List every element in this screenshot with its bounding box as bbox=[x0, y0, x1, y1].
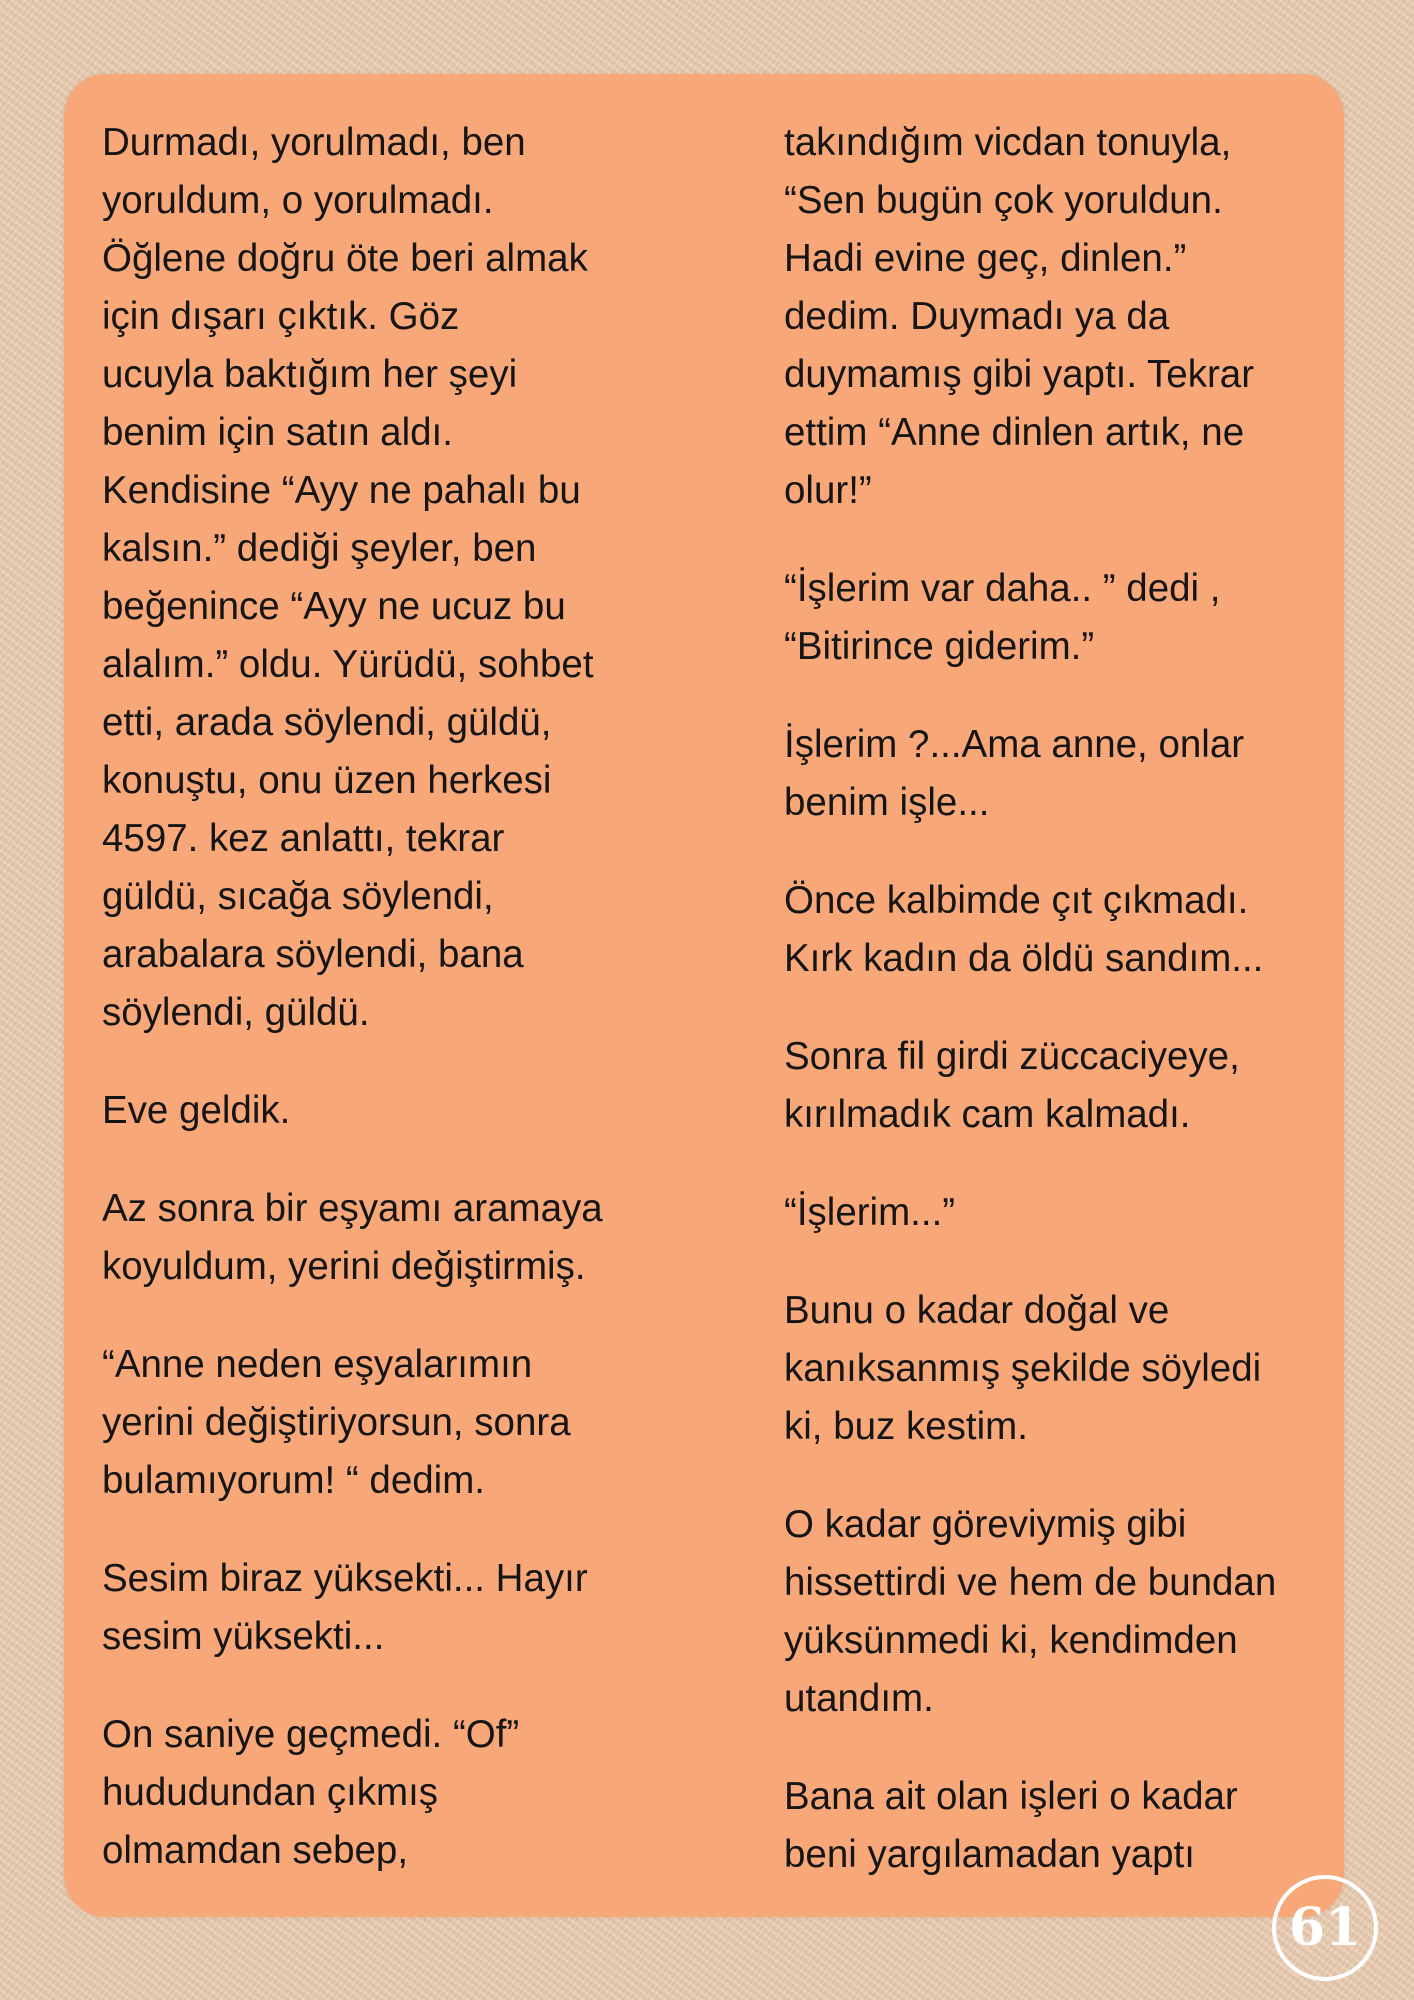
text-card bbox=[64, 74, 1344, 1917]
text-line: benim işle... bbox=[784, 781, 990, 824]
paragraph bbox=[784, 716, 1324, 832]
text-line: hududundan çıkmış bbox=[102, 1771, 439, 1814]
text-line: benim için satın aldı. bbox=[102, 411, 453, 454]
text-line: etti, arada söylendi, güldü, bbox=[102, 701, 552, 744]
paragraph bbox=[784, 1496, 1324, 1728]
text-line: Durmadı, yorulmadı, ben bbox=[102, 121, 526, 164]
text-line: “İşlerim...” bbox=[784, 1191, 956, 1234]
text-line: güldü, sıcağa söylendi, bbox=[102, 875, 494, 918]
paragraph bbox=[784, 114, 1324, 520]
text-line: ucuyla baktığım her şeyi bbox=[102, 353, 518, 396]
text-line: “Sen bugün çok yoruldun. bbox=[784, 179, 1223, 222]
text-line: arabalara söylendi, bana bbox=[102, 933, 524, 976]
text-line: Kırk kadın da öldü sandım... bbox=[784, 937, 1264, 980]
text-line: Az sonra bir eşyamı aramaya bbox=[102, 1187, 603, 1230]
text-line: Kendisine “Ayy ne pahalı bu bbox=[102, 469, 581, 512]
text-line: yüksünmedi ki, kendimden bbox=[784, 1619, 1238, 1662]
text-line: söylendi, güldü. bbox=[102, 991, 370, 1034]
text-line: Sesim biraz yüksekti... Hayır bbox=[102, 1557, 588, 1600]
text-line: takındığım vicdan tonuyla, bbox=[784, 121, 1232, 164]
right-text-column bbox=[784, 114, 1324, 1924]
text-line: Sonra fil girdi züccaciyeye, bbox=[784, 1035, 1240, 1078]
text-line: yoruldum, o yorulmadı. bbox=[102, 179, 494, 222]
text-line: hissettirdi ve hem de bundan bbox=[784, 1561, 1277, 1604]
text-line: kalsın.” dediği şeyler, ben bbox=[102, 527, 537, 570]
paragraph bbox=[784, 1028, 1324, 1144]
paragraph bbox=[102, 114, 672, 1042]
text-line: İşlerim ?...Ama anne, onlar bbox=[784, 723, 1245, 766]
paragraph bbox=[784, 1282, 1324, 1456]
text-line: ki, buz kestim. bbox=[784, 1405, 1028, 1448]
text-line: On saniye geçmedi. “Of” bbox=[102, 1713, 520, 1756]
text-line: Bunu o kadar doğal ve bbox=[784, 1289, 1170, 1332]
left-text-column bbox=[102, 114, 672, 1920]
text-line: Önce kalbimde çıt çıkmadı. bbox=[784, 879, 1249, 922]
text-line: Bana ait olan işleri o kadar bbox=[784, 1775, 1238, 1818]
paragraph bbox=[102, 1336, 672, 1510]
text-line: koyuldum, yerini değiştirmiş. bbox=[102, 1245, 586, 1288]
paragraph bbox=[784, 1184, 1324, 1242]
text-line: Eve geldik. bbox=[102, 1089, 291, 1132]
text-line: beğenince “Ayy ne ucuz bu bbox=[102, 585, 566, 628]
text-line: alalım.” oldu. Yürüdü, sohbet bbox=[102, 643, 594, 686]
paragraph bbox=[784, 872, 1324, 988]
text-line: olur!” bbox=[784, 469, 872, 512]
text-line: 4597. kez anlattı, tekrar bbox=[102, 817, 505, 860]
text-line: “Anne neden eşyalarımın bbox=[102, 1343, 533, 1386]
text-line: yerini değiştiriyorsun, sonra bbox=[102, 1401, 571, 1444]
text-line: için dışarı çıktık. Göz bbox=[102, 295, 460, 338]
paragraph bbox=[102, 1706, 672, 1880]
text-line: “Bitirince giderim.” bbox=[784, 625, 1095, 668]
paragraph bbox=[102, 1082, 672, 1140]
paragraph bbox=[102, 1180, 672, 1296]
paragraph bbox=[102, 1550, 672, 1666]
text-line: kırılmadık cam kalmadı. bbox=[784, 1093, 1191, 1136]
text-line: Öğlene doğru öte beri almak bbox=[102, 237, 588, 280]
text-line: beni yargılamadan yaptı bbox=[784, 1833, 1195, 1876]
text-line: dedim. Duymadı ya da bbox=[784, 295, 1170, 338]
text-line: sesim yüksekti... bbox=[102, 1615, 385, 1658]
text-line: “İşlerim var daha.. ” dedi , bbox=[784, 567, 1221, 610]
page-number: 61 bbox=[1272, 1875, 1378, 1981]
paragraph bbox=[784, 1768, 1324, 1884]
text-line: kanıksanmış şekilde söyledi bbox=[784, 1347, 1262, 1390]
text-line: duymamış gibi yaptı. Tekrar bbox=[784, 353, 1255, 396]
text-line: konuştu, onu üzen herkesi bbox=[102, 759, 552, 802]
text-line: olmamdan sebep, bbox=[102, 1829, 409, 1872]
text-line: ettim “Anne dinlen artık, ne bbox=[784, 411, 1245, 454]
paragraph bbox=[784, 560, 1324, 676]
text-line: Hadi evine geç, dinlen.” bbox=[784, 237, 1187, 280]
text-line: utandım. bbox=[784, 1677, 934, 1720]
text-line: bulamıyorum! “ dedim. bbox=[102, 1459, 485, 1502]
text-line: O kadar göreviymiş gibi bbox=[784, 1503, 1187, 1546]
